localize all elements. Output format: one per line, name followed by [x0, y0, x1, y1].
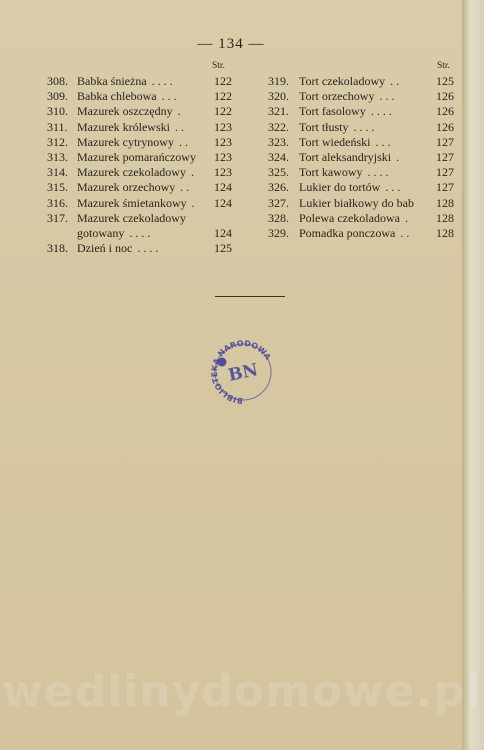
entry-page: 123 — [214, 165, 232, 180]
entry-title-text: gotowany — [77, 225, 125, 240]
entry-dot-leader: . . . . — [370, 104, 392, 119]
entry-number: 315. — [47, 180, 68, 195]
entry-dot-leader: . . — [400, 225, 410, 240]
toc-entry — [47, 135, 237, 150]
entry-title-text: Tort fasolowy — [299, 104, 366, 119]
entry-title — [77, 196, 195, 211]
entry-number: 327. — [268, 195, 289, 210]
entry-page: 127 — [436, 134, 454, 149]
entry-page: 127 — [436, 165, 454, 180]
toc-entry — [47, 74, 237, 89]
toc-right-column — [268, 74, 456, 241]
entry-number: 320. — [268, 89, 289, 104]
entry-dot-leader: . — [191, 195, 195, 210]
entry-page: 124 — [214, 225, 232, 240]
toc-entry — [47, 226, 237, 241]
entry-title-text: Mazurek królewski — [77, 119, 170, 134]
page-column-header-left: Str. — [212, 61, 225, 71]
entry-title-text: Babka chlebowa — [77, 89, 157, 104]
entry-dot-leader: . . . . — [137, 241, 159, 256]
entry-page: 127 — [436, 149, 454, 164]
entry-page: 124 — [214, 195, 232, 210]
entry-page: 123 — [214, 134, 232, 149]
entry-number: 312. — [47, 134, 68, 149]
entry-title — [77, 211, 191, 226]
entry-page: 125 — [214, 241, 232, 256]
entry-page: 126 — [436, 89, 454, 104]
entry-title — [77, 241, 158, 256]
entry-title — [299, 89, 394, 104]
entry-title — [77, 120, 184, 135]
entry-dot-leader: . . . — [161, 89, 177, 104]
entry-title-text: Polewa czekoladowa — [299, 210, 400, 225]
entry-title-text: Lukier białkowy do bab — [299, 195, 414, 210]
entry-dot-leader: . — [190, 165, 194, 180]
toc-entry — [47, 165, 237, 180]
entry-number: 326. — [268, 180, 289, 195]
entry-dot-leader: . . — [178, 134, 188, 149]
toc-entry — [268, 196, 456, 211]
toc-entry — [47, 104, 237, 119]
entry-dot-leader: . . — [180, 180, 190, 195]
entry-title — [299, 165, 388, 180]
entry-page: 123 — [214, 119, 232, 134]
entry-title-text: Mazurek czekoladowy — [77, 165, 186, 180]
entry-number: 319. — [268, 74, 289, 88]
entry-dot-leader: . . . — [385, 180, 401, 195]
entry-title — [77, 180, 189, 195]
page-column-header-right: Str. — [437, 61, 450, 71]
entry-number: 314. — [47, 165, 68, 180]
entry-number: 313. — [47, 149, 68, 164]
toc-entry — [268, 135, 456, 150]
entry-number: 309. — [47, 89, 68, 104]
entry-title-text: Tort aleksandryjski — [299, 149, 392, 164]
entry-title-text: Mazurek śmietankowy — [77, 195, 187, 210]
page-edge — [462, 0, 484, 750]
stamp-ring-text: BIBLIOTEKA NARODOWA — [209, 338, 273, 406]
entry-number: 322. — [268, 119, 289, 134]
entry-dot-leader: . . . — [379, 89, 395, 104]
entry-title-text: Babka śnieżna — [77, 74, 147, 88]
entry-title-text: Tort tłusty — [299, 119, 349, 134]
toc-entry — [268, 226, 456, 241]
toc-entry — [47, 196, 237, 211]
entry-dot-leader: . . . . — [151, 74, 173, 88]
toc-entry — [268, 89, 456, 104]
entry-dot-leader: . . . — [375, 134, 391, 149]
toc-entry — [268, 180, 456, 195]
entry-dot-leader: . . — [390, 74, 400, 88]
toc-entry — [47, 211, 237, 226]
toc-entry — [268, 120, 456, 135]
entry-page: 123 — [214, 149, 232, 164]
entry-title-text: Mazurek oszczędny — [77, 104, 173, 119]
entry-title — [77, 135, 188, 150]
entry-dot-leader: . . . . — [367, 165, 389, 180]
entry-title — [299, 226, 409, 241]
entry-title — [299, 211, 408, 226]
entry-number: 316. — [47, 195, 68, 210]
entry-number: 325. — [268, 165, 289, 180]
toc-entry — [47, 89, 237, 104]
entry-page: 124 — [214, 180, 232, 195]
entry-title — [299, 196, 419, 211]
toc-entry — [47, 241, 237, 256]
entry-dot-leader: . . . . — [353, 119, 375, 134]
entry-number: 317. — [47, 210, 68, 225]
toc-entry — [268, 165, 456, 180]
entry-title — [77, 226, 150, 241]
entry-dot-leader: . — [396, 149, 400, 164]
entry-page: 128 — [436, 225, 454, 240]
entry-number: 311. — [47, 119, 68, 134]
entry-title — [77, 89, 177, 104]
entry-title — [77, 150, 201, 165]
entry-number: 328. — [268, 210, 289, 225]
entry-title — [77, 74, 173, 89]
entry-page: 128 — [436, 195, 454, 210]
entry-title — [299, 120, 375, 135]
entry-title — [299, 180, 400, 195]
entry-title-text: Dzień i noc — [77, 241, 133, 256]
toc-entry — [268, 104, 456, 119]
toc-entry — [268, 150, 456, 165]
entry-number: 323. — [268, 134, 289, 149]
entry-title-text: Tort czekoladowy — [299, 74, 386, 88]
entry-title-text: Tort wiedeński — [299, 134, 371, 149]
entry-page: 125 — [436, 74, 454, 88]
entry-page: 128 — [436, 210, 454, 225]
entry-page: 127 — [436, 180, 454, 195]
entry-title — [299, 74, 399, 89]
entry-number: 324. — [268, 149, 289, 164]
entry-page: 126 — [436, 104, 454, 119]
toc-entry — [47, 120, 237, 135]
entry-title-text: Pomadka ponczowa — [299, 225, 396, 240]
entry-number: 308. — [47, 74, 68, 88]
entry-dot-leader: . . — [174, 119, 184, 134]
section-rule — [215, 296, 285, 297]
entry-dot-leader: . — [404, 210, 408, 225]
entry-title — [299, 104, 392, 119]
toc-entry — [268, 211, 456, 226]
entry-title-text: Mazurek orzechowy — [77, 180, 176, 195]
entry-number: 321. — [268, 104, 289, 119]
toc-entry — [47, 180, 237, 195]
entry-page: 122 — [214, 74, 232, 88]
entry-dot-leader: . — [177, 104, 181, 119]
toc-left-column — [47, 74, 237, 256]
entry-title-text: Mazurek pomarańczowy — [77, 149, 196, 164]
library-stamp — [207, 338, 279, 406]
entry-title-text: Mazurek cytrynowy — [77, 134, 174, 149]
entry-title-text: Tort kawowy — [299, 165, 363, 180]
entry-title-text: Tort orzechowy — [299, 89, 375, 104]
entry-page: 126 — [436, 119, 454, 134]
entry-title — [299, 135, 390, 150]
entry-title — [77, 165, 194, 180]
entry-title — [299, 150, 399, 165]
entry-title-text: Lukier do tortów — [299, 180, 381, 195]
toc-entry — [268, 74, 456, 89]
stamp-center-text: BN — [226, 360, 260, 386]
entry-title-text: Mazurek czekoladowy — [77, 210, 186, 225]
page-number: — 134 — — [197, 36, 265, 52]
toc-entry — [47, 150, 237, 165]
entry-page: 122 — [214, 89, 232, 104]
entry-page: 122 — [214, 104, 232, 119]
watermark: wedlinydomowe.pl — [2, 666, 482, 717]
entry-number: 329. — [268, 225, 289, 240]
entry-number: 310. — [47, 104, 68, 119]
entry-dot-leader: . . . . — [129, 225, 151, 240]
entry-number: 318. — [47, 241, 68, 256]
entry-title — [77, 104, 181, 119]
